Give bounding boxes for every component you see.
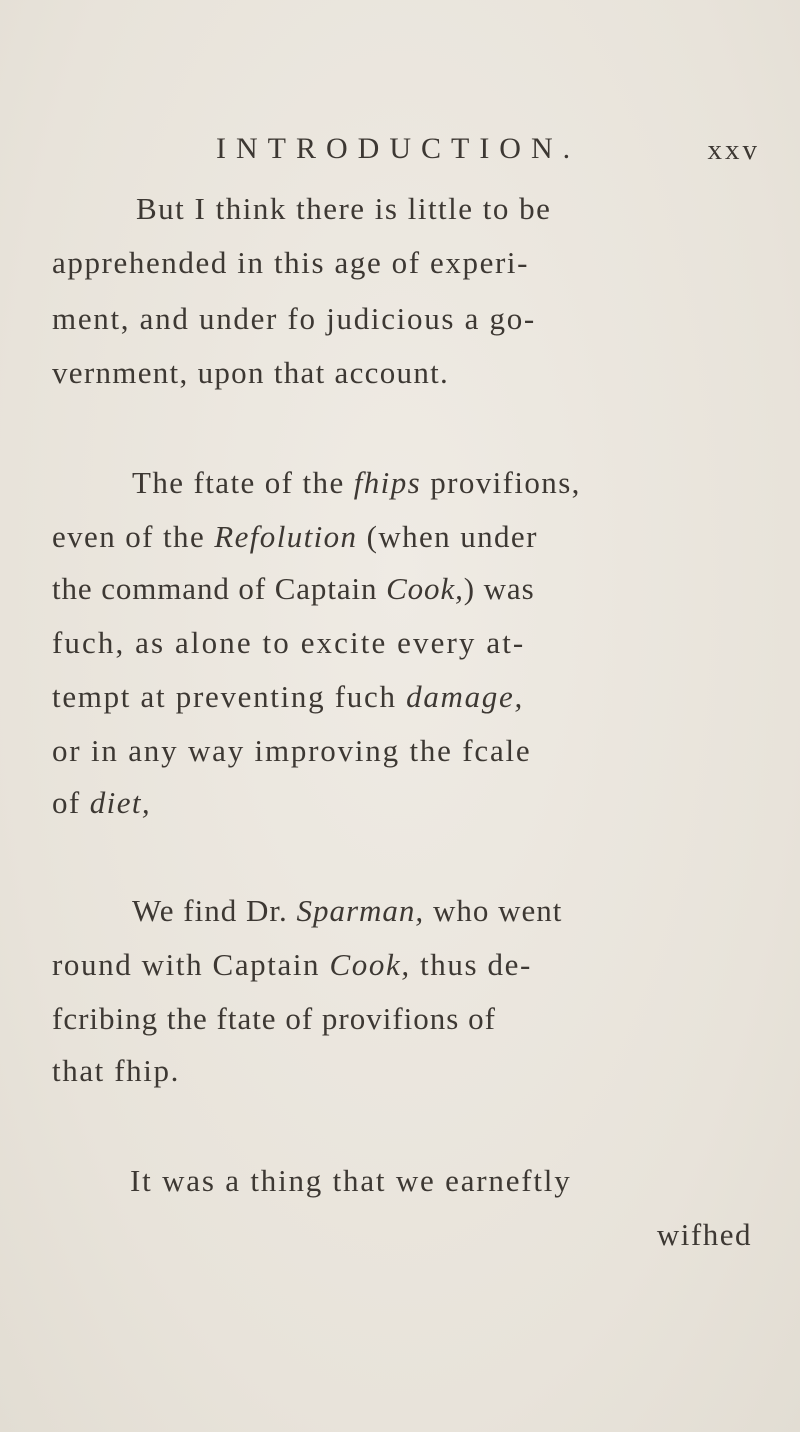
text-line: fuch, as alone to excite every at- [52, 625, 526, 660]
text-line: But I think there is little to be [136, 191, 552, 226]
running-header [216, 132, 760, 172]
text-line: tempt at preventing fuch damage, [52, 674, 752, 720]
italic-word: Cook, [329, 947, 411, 982]
italic-word: damage, [406, 679, 524, 714]
header-title: INTRODUCTION. [216, 132, 581, 165]
italic-word: Cook, [386, 571, 464, 606]
text-line: even of the Refolution (when under [52, 514, 752, 560]
text-line: vernment, upon that account. [52, 355, 450, 390]
text-line: round with Captain Cook, thus de- [52, 942, 752, 988]
italic-word: Refolution [214, 519, 358, 554]
text-line: The ftate of the fhips provifions, [132, 460, 752, 506]
italic-word: fhips [353, 465, 422, 500]
text-line: the command of Captain Cook,) was [52, 566, 752, 612]
text-line: It was a thing that we earneftly [130, 1163, 572, 1198]
text-line: apprehended in this age of experi- [52, 245, 530, 280]
italic-word: Sparman, [296, 893, 425, 928]
text-line: fcribing the ftate of provifions of [52, 1001, 496, 1036]
text-line: ment, and under fo judicious a go- [52, 301, 536, 336]
text-line: that fhip. [52, 1053, 180, 1088]
italic-word: diet, [89, 785, 152, 820]
page-number: xxv [707, 134, 760, 166]
text-line: of diet, [52, 780, 352, 826]
catchword: wifhed [656, 1217, 752, 1252]
text-line: or in any way improving the fcale [52, 733, 532, 768]
text-line: We find Dr. Sparman, who went [132, 888, 752, 934]
